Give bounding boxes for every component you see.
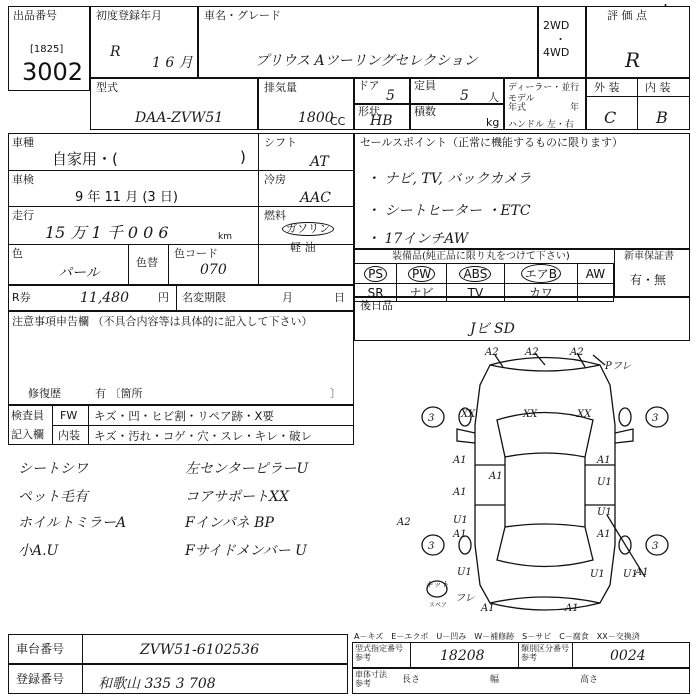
fw-items: キズ・凹・ヒビ割・リペア跡・X要 — [94, 409, 274, 423]
mark-a1-9: A1 — [565, 603, 579, 614]
grade-label: 評 価 点 — [607, 9, 647, 22]
name-change-day: 日 — [334, 291, 345, 304]
year-unit: 年 — [570, 103, 580, 113]
grade-value: R — [625, 48, 641, 72]
inspector-label-bottom: 記入欄 — [11, 428, 44, 441]
car-diagram — [395, 345, 695, 625]
warranty-value: 有・無 — [630, 273, 667, 287]
mark-3-rl: 3 — [428, 541, 435, 552]
lot-number: 3002 — [22, 58, 84, 86]
color-code-value: 070 — [200, 262, 227, 278]
int-label: 内装 — [58, 429, 80, 442]
drive-4wd: 4WD — [543, 46, 570, 59]
displacement-label: 排気量 — [264, 81, 297, 94]
remark-right-1: 左センターピラーU — [185, 461, 309, 477]
mark-a1-7: A1 — [635, 567, 649, 578]
warranty-label: 新車保証書 — [624, 251, 674, 262]
kind-label: 車種 — [12, 136, 34, 149]
size-label: 車体寸法 参考 — [355, 670, 387, 688]
size-length: 長さ — [402, 675, 421, 685]
mark-p-fure: Pフレ — [605, 361, 632, 372]
mark-a1-3: A1 — [597, 455, 611, 466]
selling-title: セールスポイント（正常に機能するものに限ります） — [360, 136, 624, 149]
repair-close: 〕 — [330, 387, 341, 400]
remark-left-3: ホイルトミラーA — [18, 515, 127, 531]
remark-right-4: Fサイドメンバー U — [185, 543, 307, 559]
dim-value: 18208 — [440, 648, 485, 664]
color-value: パール — [58, 265, 100, 281]
fuel-diesel: 軽 油 — [290, 241, 316, 254]
load-unit: kg — [486, 116, 500, 129]
drive-dot: ・ — [555, 33, 566, 46]
mark-xx-2: XX — [523, 409, 538, 420]
mark-fure: フレ — [455, 593, 475, 604]
mark-u1-4: U1 — [457, 567, 472, 578]
kind-close: ) — [240, 148, 246, 166]
damage-legend: A－キズ E－エクボ U－凹み W－補修跡 S－サビ C－腐食 XX－交換済 — [354, 632, 640, 641]
mark-a2-side: A2 — [397, 517, 411, 528]
mark-u1-2: U1 — [453, 515, 468, 526]
model-label: 型式 — [96, 81, 118, 94]
ac-value: AAC — [300, 190, 331, 206]
name-change-month: 月 — [282, 291, 293, 304]
repair-label: 修復歴 — [28, 387, 61, 400]
mark-a1-6: A1 — [597, 529, 611, 540]
int-items: キズ・汚れ・コゲ・穴・スレ・キレ・破レ — [94, 429, 313, 443]
equip-pw: PW — [397, 264, 447, 284]
ac-label: 冷房 — [264, 173, 286, 186]
mark-a1-4: A1 — [453, 487, 467, 498]
mileage-label: 走行 — [12, 209, 34, 222]
equip-sr: SR — [355, 284, 397, 302]
chassis-label: 車台番号 — [16, 642, 65, 656]
displacement-cc: CC — [330, 115, 346, 128]
name-change-label: 名変期限 — [182, 291, 226, 304]
size-width: 幅 — [490, 675, 500, 685]
aftermarket-value: Jビ SD — [470, 321, 515, 337]
selling-item-2: ・ シートヒーター ・ETC — [366, 203, 531, 219]
interior-value: B — [656, 108, 668, 127]
first-reg-era: R — [110, 44, 121, 60]
dim-label: 型式指定番号 参考 — [355, 644, 403, 662]
equip-navi: ナビ — [397, 284, 447, 302]
fw-label: FW — [60, 409, 78, 422]
car-name-value: プリウス Aツーリングセレクション — [255, 53, 478, 69]
color-change-label: 色替 — [136, 256, 158, 269]
capacity-label: 定員 — [414, 79, 436, 92]
fuel-gas: ガソリン — [282, 222, 334, 236]
mark-a1-5: A1 — [453, 529, 467, 540]
remark-right-2: コアサポートXX — [185, 489, 289, 505]
first-reg-label: 初度登録年月 — [96, 9, 162, 22]
equip-abs: ABS — [446, 264, 504, 284]
repair-value: 有 〔箇所 — [95, 387, 143, 400]
car-name-label: 車名・グレード — [204, 9, 281, 22]
size-height: 高さ — [580, 675, 599, 685]
load-label: 積数 — [414, 105, 436, 118]
reg-value: 和歌山 335 3 708 — [98, 676, 216, 692]
first-reg-value: 1 6 月 — [152, 55, 193, 71]
inspection-label: 車検 — [12, 173, 34, 186]
class-label: 類別区分番号 参考 — [521, 644, 569, 662]
model-value: DAA-ZVW51 — [135, 110, 224, 126]
equip-ps: PS — [355, 264, 397, 284]
handle-label: ハンドル 左・右 — [508, 120, 574, 130]
mileage-km: km — [218, 232, 232, 242]
mark-a2-3: A2 — [570, 347, 584, 358]
aftermarket-box — [354, 297, 690, 341]
mark-a1-8: A1 — [481, 603, 495, 614]
interior-label: 内 装 — [645, 81, 671, 94]
equip-leather: カワ — [504, 284, 577, 302]
inspector-label-top: 検査員 — [11, 409, 44, 422]
selling-item-3: ・ 17インチAW — [366, 231, 469, 247]
lot-small: [1825] — [30, 44, 64, 55]
door-value: 5 — [386, 88, 395, 104]
notes-title: 注意事項申告欄 （不具合内容等は具体的に記入して下さい） — [12, 315, 313, 328]
mark-u1-1: U1 — [597, 477, 612, 488]
shift-value: AT — [310, 154, 329, 170]
drive-2wd: 2WD — [543, 19, 570, 32]
shape-label: 形状 — [358, 105, 380, 118]
recycle-box — [8, 285, 354, 311]
inspection-value: 9 年 11 月 (3 日) — [75, 190, 178, 205]
remark-right-3: Fインパネ BP — [185, 515, 274, 531]
mileage-value: 15 万 1 千 0 0 6 — [45, 223, 169, 242]
mark-u1-6: U1 — [623, 569, 638, 580]
mark-xx-1: XX — [461, 409, 476, 420]
shift-label: シフト — [264, 136, 297, 149]
mark-3-fl: 3 — [428, 413, 435, 424]
capacity-value: 5 — [460, 88, 469, 104]
reg-label: 登録番号 — [16, 672, 65, 686]
lot-label: 出品番号 — [13, 9, 57, 22]
chassis-value: ZVW51-6102536 — [140, 642, 260, 658]
remark-left-1: シートシワ — [18, 461, 88, 477]
equip-airbag: エアB — [504, 264, 577, 284]
dealer-label: ディーラー・並行 — [508, 83, 580, 93]
mark-a1-2: A1 — [489, 471, 503, 482]
equip-aw: AW — [577, 264, 613, 284]
exterior-label: 外 装 — [594, 81, 620, 94]
door-label: ドア — [358, 79, 380, 92]
class-value: 0024 — [610, 648, 646, 664]
mark-3-fr: 3 — [652, 413, 659, 424]
equip-tv: TV — [446, 284, 504, 302]
remark-left-4: 小A.U — [18, 543, 59, 559]
fuel-label: 燃料 — [264, 209, 286, 222]
mark-a2-2: A2 — [525, 347, 539, 358]
recycle-yen: 円 — [158, 291, 169, 304]
displacement-value: 1800 — [298, 110, 334, 126]
capacity-unit: 人 — [488, 91, 499, 104]
color-label: 色 — [12, 247, 23, 260]
mark-u1-5: U1 — [590, 569, 605, 580]
mark-xx-3: XX — [577, 409, 592, 420]
selling-item-1: ・ ナビ, TV, バックカメラ — [366, 171, 532, 187]
model-year-label: モデル年式 — [508, 94, 535, 113]
exterior-value: C — [604, 108, 617, 127]
recycle-label: R券 — [12, 291, 31, 304]
kind-value: 自家用・( — [52, 150, 118, 168]
mark-a2-1: A2 — [485, 347, 499, 358]
top-right-mark: ・ — [660, 0, 671, 12]
mark-3-rr: 3 — [652, 541, 659, 552]
aftermarket-label: 後日品 — [360, 299, 393, 312]
mark-kit: キット — [425, 580, 449, 589]
remark-left-2: ペット毛有 — [18, 489, 88, 505]
equipment-title: 装備品(純正品に限り丸をつけて下さい) — [392, 251, 570, 262]
color-code-label: 色コード — [174, 247, 218, 260]
recycle-value: 11,480 — [80, 290, 129, 306]
mark-a1-1: A1 — [453, 455, 467, 466]
mark-spare: スペア — [429, 602, 448, 609]
shape-value: HB — [370, 113, 393, 129]
mark-u1-3: U1 — [597, 507, 612, 518]
